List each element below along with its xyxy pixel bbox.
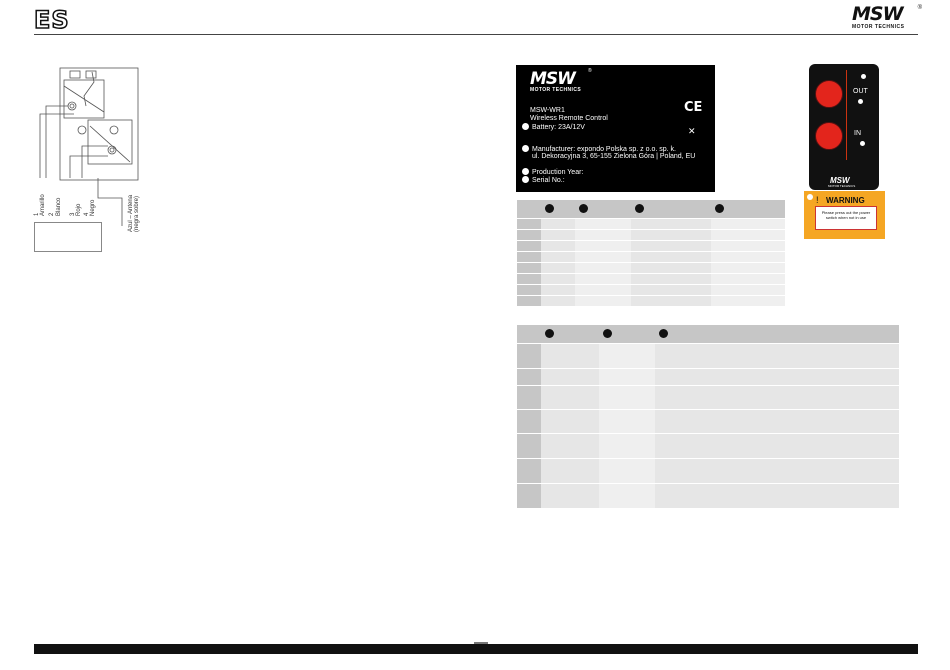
- in-button[interactable]: [815, 122, 843, 150]
- table-row: [517, 369, 899, 386]
- warning-triangle-icon: !: [816, 195, 819, 205]
- out-indicator-icon: [858, 99, 863, 104]
- table-header-cell: [517, 200, 541, 219]
- callout-dot-icon: [659, 329, 668, 338]
- table-row: [517, 230, 785, 241]
- table-header-cell: [599, 325, 655, 344]
- table-row: [517, 459, 899, 484]
- ce-mark-icon: CE: [684, 100, 703, 115]
- table-header-row: [517, 200, 785, 219]
- table-header-cell: [541, 200, 575, 219]
- wire-number-1: 1: [34, 212, 40, 216]
- wire-color-black: Negro: [90, 199, 96, 216]
- remote-control: [809, 64, 879, 190]
- table-header-cell: [655, 325, 899, 344]
- table-header-row: [517, 325, 899, 344]
- motor-connector-box: [34, 222, 102, 252]
- table-row: [517, 386, 899, 410]
- wire-color-white: Blanco: [56, 197, 62, 216]
- callout-dot-icon: [715, 204, 724, 213]
- table-row: [517, 285, 785, 296]
- in-label: IN: [854, 130, 861, 137]
- plate-logo-mark: MSW: [530, 69, 575, 89]
- callout-dot-icon: [579, 204, 588, 213]
- logo-mark: MSW: [852, 3, 903, 25]
- callout-dot-icon: [807, 194, 813, 200]
- spec-table-2: [517, 325, 899, 508]
- plate-battery-row: [522, 123, 585, 132]
- table-header-cell: [631, 200, 711, 219]
- plate-product-name: Wireless Remote Control: [530, 115, 608, 122]
- callout-dot-icon: [635, 204, 644, 213]
- callout-dot-icon: [522, 176, 529, 183]
- wire-number-3: 3: [70, 212, 76, 216]
- table-row: [517, 252, 785, 263]
- callout-dot-icon: [522, 168, 529, 175]
- table-row: [517, 219, 785, 230]
- table-row: [517, 344, 899, 369]
- antenna-note: (negra sobre): [134, 195, 140, 232]
- table-row: [517, 484, 899, 509]
- plate-production-year: Production Year:: [532, 169, 584, 176]
- footer-bar: [34, 644, 918, 654]
- logo-subtext: MOTOR TECHNICS: [852, 24, 905, 30]
- table-header-cell: [517, 325, 541, 344]
- callout-dot-icon: [522, 145, 529, 152]
- registered-mark: ®: [917, 5, 922, 11]
- header-divider: [34, 34, 918, 35]
- warning-panel: [815, 206, 877, 230]
- table-row: [517, 274, 785, 285]
- out-label: OUT: [853, 88, 868, 95]
- plate-manufacturer: Manufacturer: expondo Polska sp. z o.o. sp. k.: [532, 146, 676, 153]
- out-button[interactable]: [815, 80, 843, 108]
- table-row: [517, 410, 899, 434]
- wire-number-2: 2: [49, 212, 55, 216]
- in-indicator-icon: [860, 141, 865, 146]
- callout-dot-icon: [603, 329, 612, 338]
- remote-stripe: [846, 70, 847, 160]
- product-label-plate: [516, 65, 715, 192]
- warning-label: [804, 191, 885, 239]
- brand-logo: [852, 3, 922, 33]
- callout-dot-icon: [545, 204, 554, 213]
- plate-serial-no: Serial No.:: [532, 177, 565, 184]
- wire-number-4: 4: [84, 212, 90, 216]
- plate-logo-subtext: MOTOR TECHNICS: [530, 87, 582, 93]
- plate-registered-mark: ®: [588, 68, 592, 74]
- table-row: [517, 296, 785, 307]
- table-row: [517, 263, 785, 274]
- wiring-diagram: [34, 66, 140, 250]
- callout-dot-icon: [545, 329, 554, 338]
- language-code: ES: [34, 6, 70, 34]
- table-header-cell: [541, 325, 599, 344]
- remote-logo-subtext: MOTOR TECHNICS: [828, 184, 856, 188]
- table-row: [517, 434, 899, 459]
- callout-dot-icon: [522, 123, 529, 130]
- antenna-label: Azul – Antena: [128, 194, 134, 232]
- table-header-cell: [575, 200, 631, 219]
- plate-address: ul. Dekoracyjna 3, 65-155 Zielona Góra | Poland, EU: [532, 153, 696, 160]
- table-header-cell: [711, 200, 785, 219]
- status-led-icon: [861, 74, 866, 79]
- plate-battery: Battery: 23A/12V: [532, 124, 585, 131]
- remote-logo-mark: MSW: [830, 176, 850, 185]
- plate-serial-row: [522, 176, 565, 185]
- wire-color-yellow: Amarillo: [40, 194, 46, 216]
- wiring-schematic-icon: [34, 66, 140, 226]
- crossed-bin-icon: ✕: [688, 126, 696, 136]
- warning-text: Please press out the power switch when not in use: [821, 210, 871, 220]
- wire-color-red: Rojo: [76, 203, 82, 216]
- warning-title: WARNING: [826, 196, 865, 205]
- spec-table-1: [517, 200, 785, 306]
- table-row: [517, 241, 785, 252]
- plate-model: MSW-WR1: [530, 107, 565, 114]
